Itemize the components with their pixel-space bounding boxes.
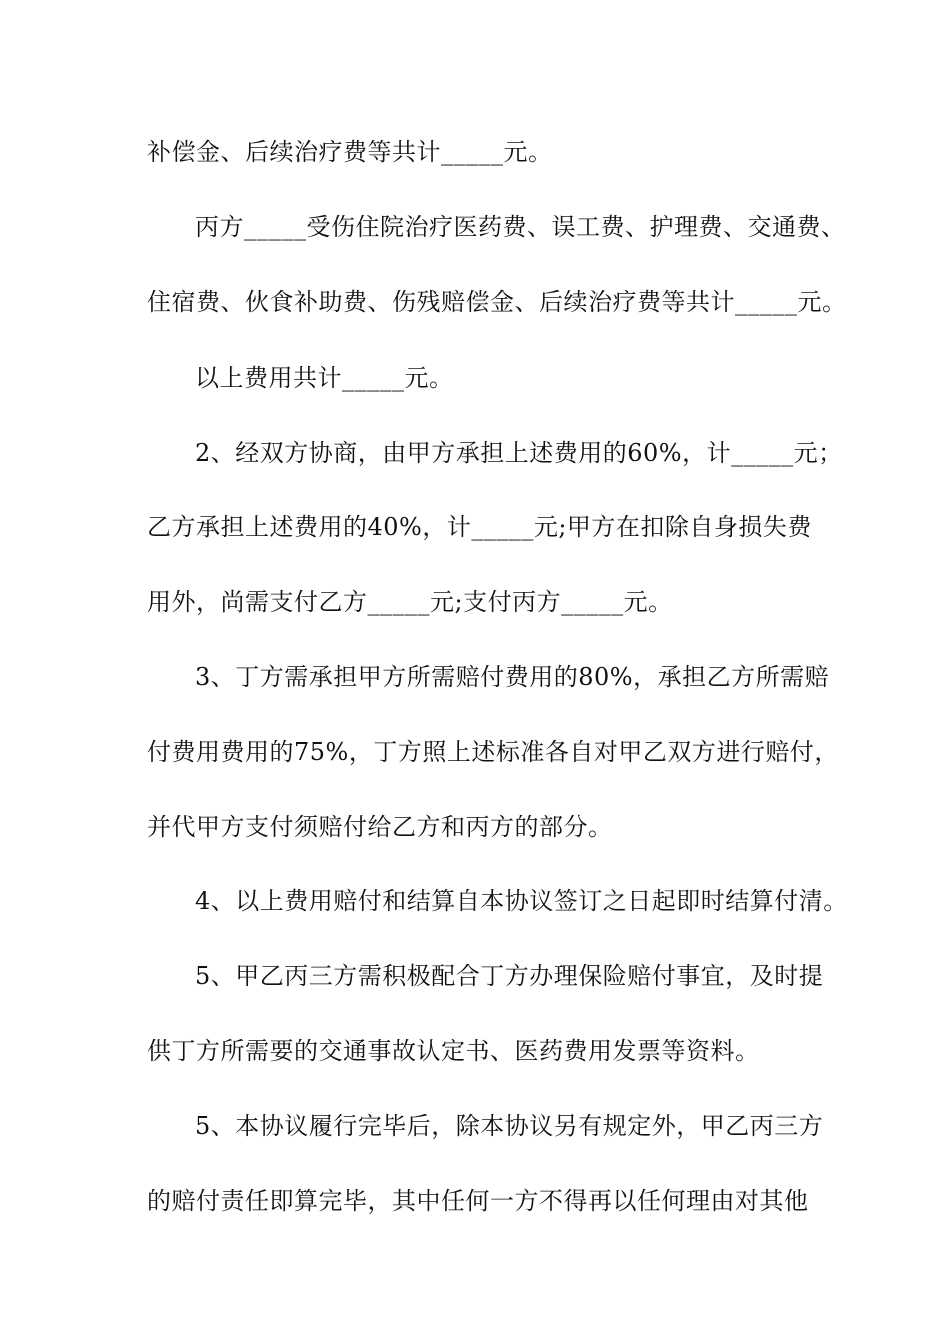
text-line: 以上费用共计_____元。 <box>195 364 454 392</box>
text-line: 并代甲方支付须赔付给乙方和丙方的部分。 <box>147 813 613 841</box>
text-line: 3、丁方需承担甲方所需赔付费用的80%，承担乙方所需赔 <box>195 663 830 691</box>
text-line: 补偿金、后续治疗费等共计_____元。 <box>147 138 553 166</box>
text-line: 供丁方所需要的交通事故认定书、医药费用发票等资料。 <box>147 1037 760 1065</box>
text-line: 的赔付责任即算完毕，其中任何一方不得再以任何理由对其他 <box>147 1187 809 1215</box>
text-line: 乙方承担上述费用的40%，计_____元;甲方在扣除自身损失费 <box>147 513 812 541</box>
text-line: 2、经双方协商，由甲方承担上述费用的60%，计_____元； <box>195 439 843 467</box>
text-line: 5、本协议履行完毕后，除本协议另有规定外，甲乙丙三方 <box>195 1112 824 1140</box>
text-line: 付费用费用的75%，丁方照上述标准各自对甲乙双方进行赔付， <box>147 738 839 766</box>
text-line: 住宿费、伙食补助费、伤残赔偿金、后续治疗费等共计_____元。 <box>147 288 847 316</box>
text-line: 5、甲乙丙三方需积极配合丁方办理保险赔付事宜，及时提 <box>195 962 824 990</box>
text-line: 4、以上费用赔付和结算自本协议签订之日起即时结算付清。 <box>195 887 848 915</box>
text-line: 用外，尚需支付乙方_____元;支付丙方_____元。 <box>147 588 673 616</box>
text-line: 丙方_____受伤住院治疗医药费、误工费、护理费、交通费、 <box>195 213 846 241</box>
